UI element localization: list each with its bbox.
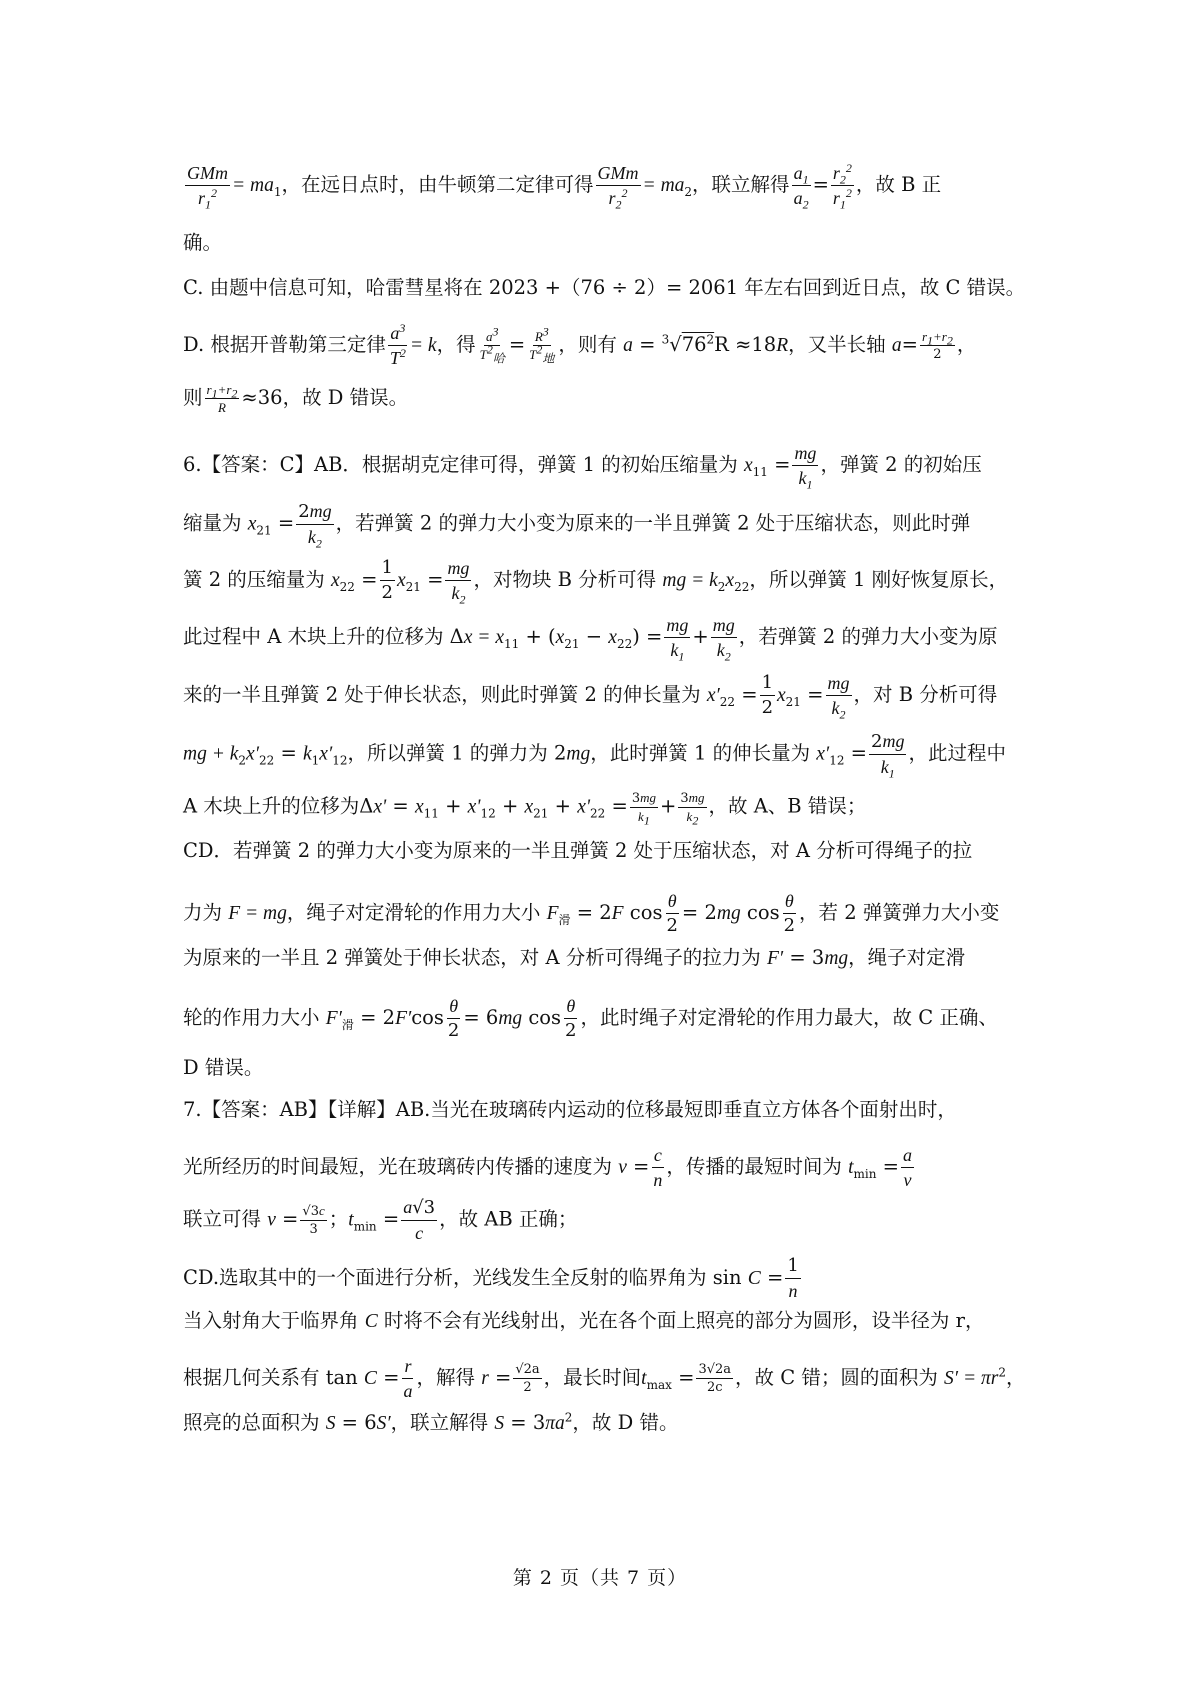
answer-6-line-7: A 木块上升的位移为$\Delta x' = x_{11} + x'_{12} + x_{21} + x'_{22}$ = $\frac{3mg}{k_1}$ + $\frac{3mg}{k_2}$ ，故 A、B 错误；	[183, 790, 867, 828]
answer-6-cd-line-3: 为原来的一半且 2 弹簧处于伸长状态，对 A 分析可得绳子的拉力为 F′ = 3mg，绳子对定滑	[183, 946, 966, 969]
answer-7-line-2: 光所经历的时间最短，光在玻璃砖内传播的速度为 v = $\frac{c}{n}$ ，传播的最短时间为 $t_{min}$ = $\frac{a}{v}$	[183, 1145, 913, 1190]
answer-7-cd-line-2: 当入射角大于临界角 C 时将不会有光线射出，光在各个面上照亮的部分为圆形，设半径为 r，	[183, 1309, 985, 1332]
answer-6-cd-line-5: D 错误。	[183, 1056, 264, 1079]
answer-6-line-4: 此过程中 A 木块上升的位移为 $\Delta x = x_{11} + (x_{21} - x_{22})$ = $\frac{mg}{k_1}$ + $\frac{mg}{k_2}$ ，若弹簧 2 的弹力大小变为原	[183, 615, 998, 664]
answer-6-line-1: 6.【答案：C】AB．根据胡克定律可得，弹簧 1 的初始压缩量为 $x_{11}$ = $\frac{mg}{k_1}$ ，弹簧 2 的初始压	[183, 443, 982, 492]
answer-6-line-6: mg + $k_2x'_{22} = k_1x'_{12}$，所以弹簧 1 的弹力为 2mg，此时弹簧 1 的伸长量为 $x'_{12}$ = $\frac{2mg}{k_1}$ ，此过程中	[183, 731, 1006, 781]
answer-6-cd-line-1: CD．若弹簧 2 的弹力大小变为原来的一半且弹簧 2 处于压缩状态，对 A 分析可得绳子的拉	[183, 839, 973, 862]
answer-5b-line-1: GMm $r_1^2$ = $ma_1$，在远日点时，由牛顿第二定律可得 GMm $r_2^2$ = $ma_2$，联立解得 $\frac{a_1}{a_2}$ = $\frac{r_2^2}{r_1^2}$ ，故 B 正	[187, 161, 942, 212]
answer-7-cd-line-1: CD.选取其中的一个面进行分析，光线发生全反射的临界角为 sin C = $\frac{1}{n}$	[183, 1255, 799, 1301]
answer-7-cd-line-4: 照亮的总面积为 S = 6S′，联立解得 $S = 3\pi a^2$，故 D 错。	[183, 1410, 679, 1434]
answer-6-cd-line-2: 力为 F = mg，绳子对定滑轮的作用力大小 $F_滑 = 2F$ cos $\frac{\theta}{2}$ = 2mg cos $\frac{\theta}{2}$ ，若 2 弹簧弹力大小变	[183, 891, 1000, 936]
answer-6-line-5: 来的一半且弹簧 2 处于伸长状态，则此时弹簧 2 的伸长量为 $x'_{22}$ = $\frac{1}{2}$ $x_{21}$ = $\frac{mg}{k_2}$ ，对 B 分析可得	[183, 672, 998, 722]
answer-5d-line-1: D. 根据开普勒第三定律 $\frac{a^3}{T^2}$ = k，得 $a^3$ $T^2_哈$ = $R^3$ $T^2_地$ ，则有 $a = ^3√76^2R \approx 18R$，又半长轴 a= $\frac{r_1+r_2}{2}$ ，	[183, 321, 977, 368]
answer-6-line-2: 缩量为 $x_{21}$ = $\frac{2mg}{k_2}$ ，若弹簧 2 的弹力大小变为原来的一半且弹簧 2 处于压缩状态，则此时弹	[183, 501, 971, 551]
answer-7-line-1: 7.【答案：AB】【详解】AB.当光在玻璃砖内运动的位移最短即垂直立方体各个面射出时，	[183, 1098, 957, 1121]
answer-7-cd-line-3: 根据几何关系有 tan C = $\frac{r}{a}$ ，解得 r = $\frac{√2a}{2}$ ，最长时间$t_{max}$ = $\frac{3√2a}{2c}$ ，故 C 错；圆的面积为 $S' = \pi r^2$，	[183, 1356, 1026, 1401]
answer-5b-line-2: 确。	[183, 231, 223, 254]
page-footer: 第 2 页（共 7 页）	[512, 1567, 688, 1589]
document-page	[183, 0, 1033, 1698]
answer-7-line-3: 联立可得 v = $\frac{√3c}{3}$ ；$t_{min}$ = $\frac{a√3}{c}$ ，故 AB 正确；	[183, 1197, 578, 1243]
answer-5c: C. 由题中信息可知，哈雷彗星将在 2023 +（76 ÷ 2）= 2061 年左右回到近日点，故 C 错误。	[183, 276, 1026, 299]
answer-6-line-3: 簧 2 的压缩量为 $x_{22}$ = $\frac{1}{2}$ $x_{21}$ = $\frac{mg}{k_2}$ ，对物块 B 分析可得 mg = $k_2x_{22}$，所以弹簧 1 刚好恢复原长，	[183, 557, 1009, 607]
answer-6-cd-line-4: 轮的作用力大小 $F'_滑 = 2F'\cos$ $\frac{\theta}{2}$ = 6mg cos $\frac{\theta}{2}$ ，此时绳子对定滑轮的作用力最大，故 C 正确、	[183, 996, 998, 1041]
answer-5d-line-2: 则 $\frac{r_1+r_2}{R}$ ≈36，故 D 错误。	[183, 382, 409, 415]
